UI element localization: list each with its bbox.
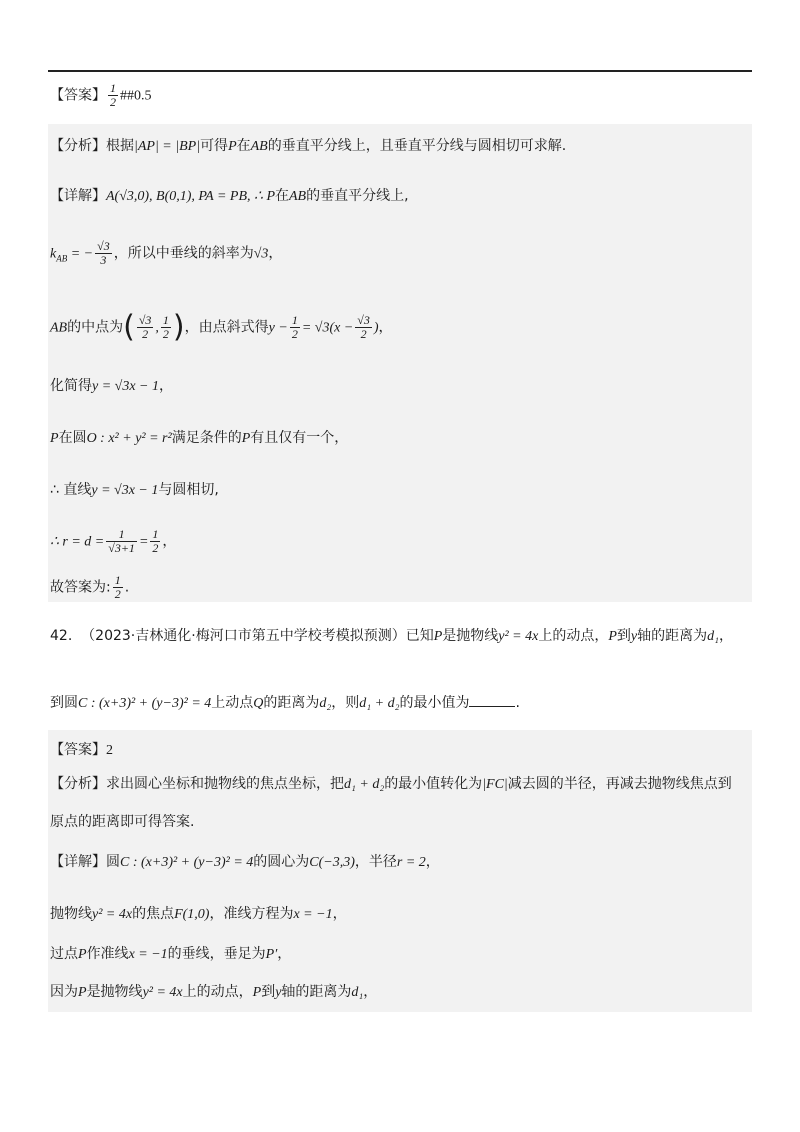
answer-2: 【答案】2 bbox=[50, 742, 113, 758]
perpendicular-line: 过点P作准线x = −1的垂线，垂足为P′， bbox=[50, 946, 292, 962]
because-line: 因为P是抛物线y² = 4x上的动点，P到y轴的距离为d₁， bbox=[50, 984, 378, 1000]
circle-condition-line: P在圆O : x² + y² = r²满足条件的P有且仅有一个， bbox=[50, 430, 349, 446]
detail-label: 【详解】 bbox=[50, 188, 106, 204]
answer-blank bbox=[469, 692, 515, 707]
answer-1 bbox=[50, 82, 152, 109]
analysis-2-line-2: 原点的距离即可得答案. bbox=[50, 814, 195, 830]
answer-label: 【答案】 bbox=[50, 742, 106, 758]
detail-2: 【详解】圆C : (x+3)² + (y−3)² = 4的圆心为C(−3,3)，半径r = 2， bbox=[50, 854, 440, 870]
midpoint-line: AB的中点为( $\frac{√3}{2}$ , $\frac{1}{2}$ )，由点斜式得y − $\frac{1}{2}$ = √3(x − $\frac{√3}{2}$ )， bbox=[50, 309, 393, 345]
top-rule bbox=[48, 70, 752, 72]
radius-line: ∴ r = d = $\frac{1}{√3+1}$ = $\frac{1}{2}$ ， bbox=[50, 527, 177, 555]
question-42-line-2: 到圆C : (x+3)² + (y−3)² = 4上动点Q的距离为d₂，则d₁ + d₂的最小值为 . bbox=[50, 692, 520, 714]
analysis-label: 【分析】 bbox=[50, 776, 106, 792]
detail-1: 【详解】A(√3,0), B(0,1), PA = PB, ∴ P在AB的垂直平分线上, bbox=[50, 188, 409, 204]
question-42-line-1: 42. （2023·吉林通化·梅河口市第五中学校考模拟预测）已知P是抛物线y² = 4x上的动点，P到y轴的距离为d₁， bbox=[50, 628, 733, 644]
simplify-line: 化简得y = √3x − 1， bbox=[50, 378, 174, 394]
analysis-1: 【分析】根据|AP| = |BP|可得P在AB的垂直平分线上，且垂直平分线与圆相切可求解. bbox=[50, 138, 567, 154]
analysis-2-line-1: 【分析】求出圆心坐标和抛物线的焦点坐标，把d₁ + d₂的最小值转化为|FC|减去圆的半径，再减去抛物线焦点到 bbox=[50, 776, 732, 792]
question-number: 42. bbox=[50, 628, 73, 644]
focus-line: 抛物线y² = 4x的焦点F(1,0)，准线方程为x = −1， bbox=[50, 906, 347, 922]
answer-alt: ##0.5 bbox=[120, 88, 152, 104]
answer-fraction: $\frac{1}{2}$ bbox=[110, 81, 116, 109]
detail-label: 【详解】 bbox=[50, 854, 106, 870]
answer-label: 【答案】 bbox=[50, 87, 106, 104]
slope-line: $k_{AB}$ = − $\frac{√3}{3}$ ，所以中垂线的斜率为√3， bbox=[50, 239, 283, 267]
analysis-label: 【分析】 bbox=[50, 138, 106, 154]
tangent-line: ∴ 直线y = √3x − 1与圆相切, bbox=[50, 482, 219, 498]
final-answer-line: 故答案为: $\frac{1}{2}$ . bbox=[50, 573, 130, 601]
